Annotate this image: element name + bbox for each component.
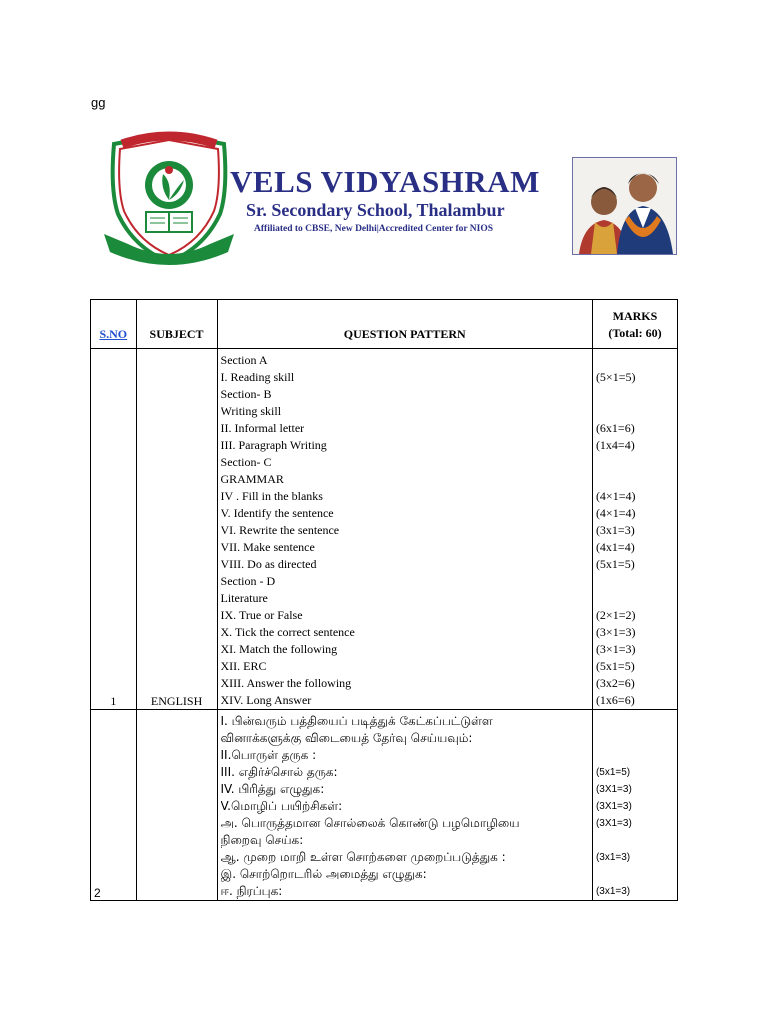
question-line: வினாக்களுக்கு விடையைத் தேர்வு செய்யவும்: — [220, 731, 473, 745]
question-line: XII. ERC — [220, 659, 267, 673]
marks-line: (2×1=2) — [595, 608, 636, 622]
marks-line — [596, 386, 674, 403]
question-line: XIV. Long Answer — [220, 693, 312, 707]
header-sno[interactable] — [91, 300, 137, 349]
table-row-tamil — [91, 710, 678, 901]
question-line: II. Informal letter — [220, 421, 305, 435]
marks-line — [596, 747, 674, 764]
question-line: I. Reading skill — [220, 370, 295, 384]
marks-line — [596, 590, 674, 607]
question-line: X. Tick the correct sentence — [220, 625, 355, 639]
portrait-illustration — [573, 158, 676, 254]
marks-line — [596, 832, 674, 849]
question-line: VIII. Do as directed — [220, 557, 317, 571]
question-line: II.பொருள் தருக : — [220, 748, 317, 762]
marks-line: (4×1=4) — [595, 489, 636, 503]
question-line: அ. பொருத்தமான சொல்லைக் கொண்டு பழமொழியை — [220, 816, 520, 830]
question-line: Section- C — [220, 455, 272, 469]
question-line: VI. Rewrite the sentence — [220, 523, 340, 537]
question-line: XI. Match the following — [220, 642, 338, 656]
question-line: XIII. Answer the following — [220, 676, 352, 690]
marks-line: (3X1=3) — [595, 784, 632, 795]
question-line: Section A — [220, 353, 268, 367]
marks-line: (5x1=5) — [595, 659, 635, 673]
row-2-question-pattern — [217, 710, 592, 901]
marks-line: (3x1=3) — [595, 886, 631, 897]
marks-line — [596, 730, 674, 747]
marks-line: (3x1=3) — [595, 523, 635, 537]
question-line: III. Paragraph Writing — [220, 438, 327, 452]
header-subject: SUBJECT — [136, 300, 217, 349]
question-line: இ. சொற்றொடரில் அமைத்து எழுதுக: — [220, 867, 427, 881]
row-1-sno: 1 — [91, 349, 137, 710]
marks-line: (5x1=5) — [595, 557, 635, 571]
marks-line — [596, 713, 674, 730]
question-line: IV. பிரித்து எழுதுக: — [220, 782, 325, 796]
school-subtitle: Sr. Secondary School, Thalambur — [246, 200, 505, 220]
school-emblem-logo — [100, 130, 238, 272]
marks-line: (3x2=6) — [595, 676, 635, 690]
question-line: V.மொழிப் பயிற்சிகள்: — [220, 799, 343, 813]
marks-line — [596, 573, 674, 590]
marks-line: (1x6=6) — [595, 693, 635, 707]
header-marks — [592, 300, 677, 349]
row-2-subject — [136, 710, 217, 901]
marks-line — [596, 454, 674, 471]
marks-line: (5x1=5) — [595, 767, 631, 778]
school-affiliation: Affiliated to CBSE, New Delhi|Accredited Center for NIOS — [254, 224, 494, 234]
marks-line: (3x1=3) — [595, 852, 631, 863]
question-line: நிறைவு செய்க: — [220, 833, 304, 847]
marks-line: (3×1=3) — [595, 642, 636, 656]
row-1-marks — [592, 349, 677, 710]
marks-line — [596, 403, 674, 420]
question-line: Section - D — [220, 574, 276, 588]
row-1-question-pattern — [217, 349, 592, 710]
school-header — [100, 130, 680, 275]
table-header-row — [91, 300, 678, 349]
school-name: VELS VIDYASHRAM — [230, 164, 540, 199]
question-line: III. எதிர்ச்சொல் தருக: — [220, 765, 338, 779]
marks-line: (3X1=3) — [595, 818, 632, 829]
marks-line: (1x4=4) — [595, 438, 635, 452]
question-line: Literature — [220, 591, 268, 605]
question-line: Section- B — [220, 387, 272, 401]
question-line: IX. True or False — [220, 608, 303, 622]
marks-line: (3X1=3) — [595, 801, 632, 812]
table-row-english — [91, 349, 678, 710]
marks-line: (6x1=6) — [595, 421, 635, 435]
question-line: ஆ. முறை மாறி உள்ள சொற்களை முறைப்படுத்துக : — [220, 850, 506, 864]
row-1-subject: ENGLISH — [136, 349, 217, 710]
row-2-sno: 2 — [91, 710, 137, 901]
founders-portrait-photo — [572, 157, 677, 255]
row-2-marks — [592, 710, 677, 901]
question-line: GRAMMAR — [220, 472, 284, 486]
marks-line: (4×1=4) — [595, 506, 636, 520]
question-line: VII. Make sentence — [220, 540, 315, 554]
question-line: Writing skill — [220, 404, 282, 418]
sno-link[interactable]: S.NO — [99, 327, 128, 341]
question-line: ஈ. நிரப்புக: — [220, 884, 283, 898]
top-note: gg — [91, 95, 106, 110]
marks-line: (5×1=5) — [595, 370, 636, 384]
question-line: IV . Fill in the blanks — [220, 489, 323, 503]
question-line: I. பின்வரும் பத்தியைப் படித்துக் கேட்கப்பட்டுள்ள — [220, 714, 493, 728]
marks-line: (3×1=3) — [595, 625, 636, 639]
marks-line: (4x1=4) — [595, 540, 635, 554]
marks-line — [596, 471, 674, 488]
question-line: V. Identify the sentence — [220, 506, 334, 520]
header-marks-total: (Total: 60) — [608, 326, 662, 340]
header-question-pattern: QUESTION PATTERN — [217, 300, 592, 349]
question-pattern-table — [90, 299, 678, 901]
marks-line — [596, 352, 674, 369]
header-marks-label: MARKS — [612, 309, 658, 323]
marks-line — [596, 866, 674, 883]
